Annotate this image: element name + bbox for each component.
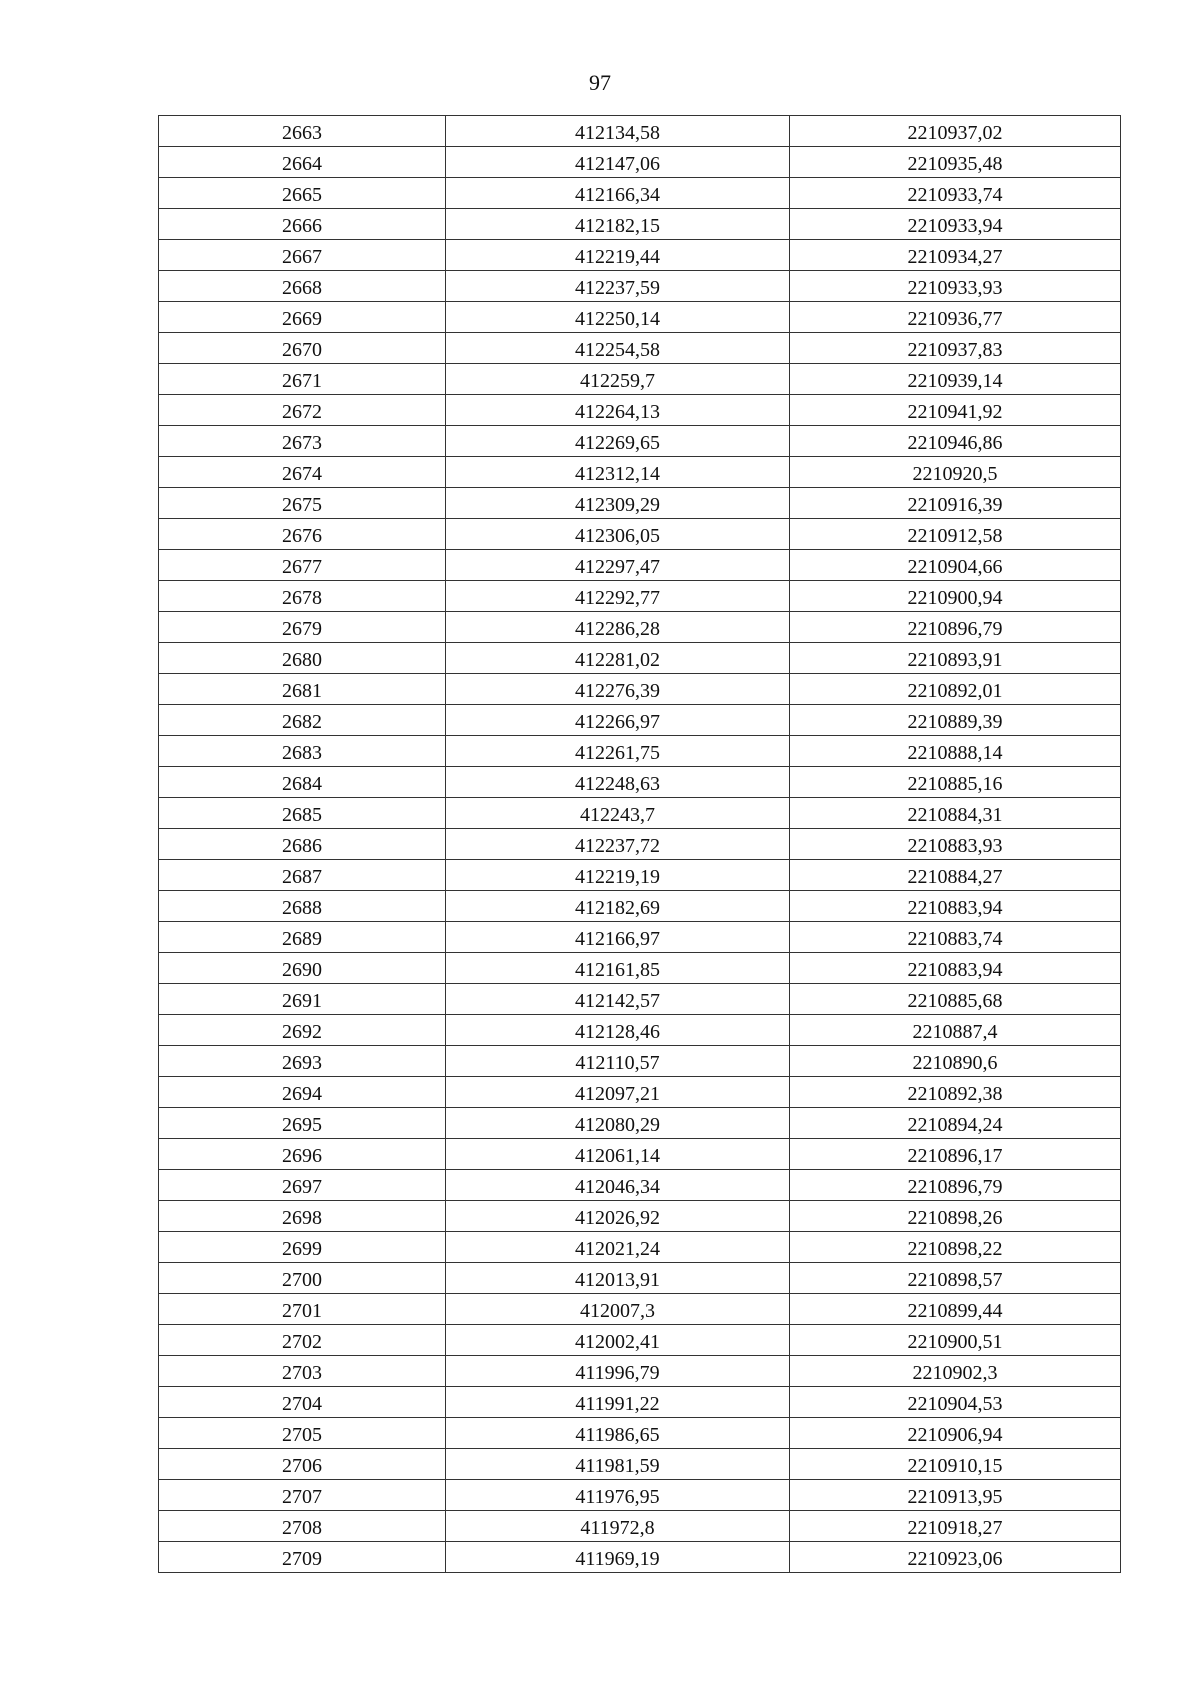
- y-coordinate-cell: 2210892,38: [790, 1077, 1121, 1108]
- point-number-cell: 2695: [159, 1108, 446, 1139]
- point-number-cell: 2686: [159, 829, 446, 860]
- y-coordinate-cell: 2210937,83: [790, 333, 1121, 364]
- point-number-cell: 2669: [159, 302, 446, 333]
- y-coordinate-cell: 2210888,14: [790, 736, 1121, 767]
- x-coordinate-cell: 412134,58: [446, 116, 790, 147]
- x-coordinate-cell: 412219,44: [446, 240, 790, 271]
- table-row: [159, 364, 1121, 395]
- table-row: [159, 1046, 1121, 1077]
- x-coordinate-cell: 412021,24: [446, 1232, 790, 1263]
- point-number-cell: 2692: [159, 1015, 446, 1046]
- y-coordinate-cell: 2210889,39: [790, 705, 1121, 736]
- table-row: [159, 1449, 1121, 1480]
- x-coordinate-cell: 412237,72: [446, 829, 790, 860]
- y-coordinate-cell: 2210896,17: [790, 1139, 1121, 1170]
- point-number-cell: 2696: [159, 1139, 446, 1170]
- table-row: [159, 674, 1121, 705]
- y-coordinate-cell: 2210920,5: [790, 457, 1121, 488]
- point-number-cell: 2688: [159, 891, 446, 922]
- x-coordinate-cell: 411972,8: [446, 1511, 790, 1542]
- y-coordinate-cell: 2210899,44: [790, 1294, 1121, 1325]
- point-number-cell: 2702: [159, 1325, 446, 1356]
- x-coordinate-cell: 412128,46: [446, 1015, 790, 1046]
- x-coordinate-cell: 412259,7: [446, 364, 790, 395]
- table-row: [159, 891, 1121, 922]
- table-row: [159, 1263, 1121, 1294]
- x-coordinate-cell: 412007,3: [446, 1294, 790, 1325]
- table-row: [159, 240, 1121, 271]
- point-number-cell: 2707: [159, 1480, 446, 1511]
- x-coordinate-cell: 412312,14: [446, 457, 790, 488]
- point-number-cell: 2667: [159, 240, 446, 271]
- y-coordinate-cell: 2210887,4: [790, 1015, 1121, 1046]
- y-coordinate-cell: 2210933,94: [790, 209, 1121, 240]
- table-row: [159, 1294, 1121, 1325]
- x-coordinate-cell: 411969,19: [446, 1542, 790, 1573]
- x-coordinate-cell: 412254,58: [446, 333, 790, 364]
- point-number-cell: 2709: [159, 1542, 446, 1573]
- y-coordinate-cell: 2210900,51: [790, 1325, 1121, 1356]
- table-row: [159, 860, 1121, 891]
- point-number-cell: 2693: [159, 1046, 446, 1077]
- x-coordinate-cell: 412097,21: [446, 1077, 790, 1108]
- y-coordinate-cell: 2210939,14: [790, 364, 1121, 395]
- y-coordinate-cell: 2210893,91: [790, 643, 1121, 674]
- y-coordinate-cell: 2210896,79: [790, 1170, 1121, 1201]
- point-number-cell: 2706: [159, 1449, 446, 1480]
- point-number-cell: 2664: [159, 147, 446, 178]
- x-coordinate-cell: 412248,63: [446, 767, 790, 798]
- x-coordinate-cell: 412292,77: [446, 581, 790, 612]
- y-coordinate-cell: 2210885,16: [790, 767, 1121, 798]
- x-coordinate-cell: 411976,95: [446, 1480, 790, 1511]
- table-row: [159, 271, 1121, 302]
- table-row: [159, 984, 1121, 1015]
- y-coordinate-cell: 2210937,02: [790, 116, 1121, 147]
- table-row: [159, 1325, 1121, 1356]
- x-coordinate-cell: 412002,41: [446, 1325, 790, 1356]
- y-coordinate-cell: 2210894,24: [790, 1108, 1121, 1139]
- point-number-cell: 2684: [159, 767, 446, 798]
- table-row: [159, 643, 1121, 674]
- point-number-cell: 2671: [159, 364, 446, 395]
- point-number-cell: 2666: [159, 209, 446, 240]
- table-row: [159, 1232, 1121, 1263]
- point-number-cell: 2691: [159, 984, 446, 1015]
- table-row: [159, 953, 1121, 984]
- table-row: [159, 1418, 1121, 1449]
- y-coordinate-cell: 2210904,66: [790, 550, 1121, 581]
- y-coordinate-cell: 2210910,15: [790, 1449, 1121, 1480]
- point-number-cell: 2678: [159, 581, 446, 612]
- y-coordinate-cell: 2210884,31: [790, 798, 1121, 829]
- x-coordinate-cell: 411981,59: [446, 1449, 790, 1480]
- point-number-cell: 2690: [159, 953, 446, 984]
- table-row: [159, 1170, 1121, 1201]
- point-number-cell: 2682: [159, 705, 446, 736]
- y-coordinate-cell: 2210906,94: [790, 1418, 1121, 1449]
- x-coordinate-cell: 412306,05: [446, 519, 790, 550]
- x-coordinate-cell: 411996,79: [446, 1356, 790, 1387]
- y-coordinate-cell: 2210916,39: [790, 488, 1121, 519]
- table-row: [159, 116, 1121, 147]
- table-row: [159, 395, 1121, 426]
- x-coordinate-cell: 412297,47: [446, 550, 790, 581]
- y-coordinate-cell: 2210896,79: [790, 612, 1121, 643]
- x-coordinate-cell: 412166,97: [446, 922, 790, 953]
- point-number-cell: 2687: [159, 860, 446, 891]
- point-number-cell: 2675: [159, 488, 446, 519]
- table-row: [159, 767, 1121, 798]
- x-coordinate-cell: 412243,7: [446, 798, 790, 829]
- table-row: [159, 1387, 1121, 1418]
- y-coordinate-cell: 2210885,68: [790, 984, 1121, 1015]
- x-coordinate-cell: 412110,57: [446, 1046, 790, 1077]
- point-number-cell: 2697: [159, 1170, 446, 1201]
- x-coordinate-cell: 412182,15: [446, 209, 790, 240]
- table-row: [159, 519, 1121, 550]
- table-row: [159, 209, 1121, 240]
- table-row: [159, 1015, 1121, 1046]
- y-coordinate-cell: 2210912,58: [790, 519, 1121, 550]
- table-row: [159, 829, 1121, 860]
- y-coordinate-cell: 2210933,93: [790, 271, 1121, 302]
- x-coordinate-cell: 412276,39: [446, 674, 790, 705]
- y-coordinate-cell: 2210941,92: [790, 395, 1121, 426]
- table-row: [159, 488, 1121, 519]
- point-number-cell: 2676: [159, 519, 446, 550]
- coordinates-table: [158, 115, 1121, 1573]
- table-row: [159, 1542, 1121, 1573]
- table-row: [159, 736, 1121, 767]
- x-coordinate-cell: 412219,19: [446, 860, 790, 891]
- table-row: [159, 1511, 1121, 1542]
- point-number-cell: 2704: [159, 1387, 446, 1418]
- x-coordinate-cell: 412237,59: [446, 271, 790, 302]
- x-coordinate-cell: 412309,29: [446, 488, 790, 519]
- table-row: [159, 922, 1121, 953]
- table-row: [159, 798, 1121, 829]
- y-coordinate-cell: 2210902,3: [790, 1356, 1121, 1387]
- point-number-cell: 2694: [159, 1077, 446, 1108]
- table-row: [159, 147, 1121, 178]
- y-coordinate-cell: 2210936,77: [790, 302, 1121, 333]
- x-coordinate-cell: 412046,34: [446, 1170, 790, 1201]
- y-coordinate-cell: 2210884,27: [790, 860, 1121, 891]
- y-coordinate-cell: 2210890,6: [790, 1046, 1121, 1077]
- point-number-cell: 2685: [159, 798, 446, 829]
- y-coordinate-cell: 2210883,74: [790, 922, 1121, 953]
- point-number-cell: 2670: [159, 333, 446, 364]
- y-coordinate-cell: 2210923,06: [790, 1542, 1121, 1573]
- table-row: [159, 581, 1121, 612]
- table-row: [159, 1139, 1121, 1170]
- coordinates-table-body: [159, 116, 1121, 1573]
- table-row: [159, 1201, 1121, 1232]
- x-coordinate-cell: 412061,14: [446, 1139, 790, 1170]
- y-coordinate-cell: 2210933,74: [790, 178, 1121, 209]
- y-coordinate-cell: 2210898,26: [790, 1201, 1121, 1232]
- table-row: [159, 550, 1121, 581]
- x-coordinate-cell: 412013,91: [446, 1263, 790, 1294]
- point-number-cell: 2677: [159, 550, 446, 581]
- y-coordinate-cell: 2210892,01: [790, 674, 1121, 705]
- point-number-cell: 2668: [159, 271, 446, 302]
- x-coordinate-cell: 412250,14: [446, 302, 790, 333]
- table-row: [159, 1480, 1121, 1511]
- point-number-cell: 2700: [159, 1263, 446, 1294]
- x-coordinate-cell: 411986,65: [446, 1418, 790, 1449]
- x-coordinate-cell: 412026,92: [446, 1201, 790, 1232]
- point-number-cell: 2701: [159, 1294, 446, 1325]
- y-coordinate-cell: 2210898,57: [790, 1263, 1121, 1294]
- x-coordinate-cell: 412261,75: [446, 736, 790, 767]
- point-number-cell: 2683: [159, 736, 446, 767]
- point-number-cell: 2679: [159, 612, 446, 643]
- page-number: 97: [589, 70, 611, 95]
- point-number-cell: 2681: [159, 674, 446, 705]
- y-coordinate-cell: 2210935,48: [790, 147, 1121, 178]
- x-coordinate-cell: 412161,85: [446, 953, 790, 984]
- table-row: [159, 1108, 1121, 1139]
- point-number-cell: 2703: [159, 1356, 446, 1387]
- y-coordinate-cell: 2210918,27: [790, 1511, 1121, 1542]
- y-coordinate-cell: 2210946,86: [790, 426, 1121, 457]
- point-number-cell: 2689: [159, 922, 446, 953]
- point-number-cell: 2674: [159, 457, 446, 488]
- x-coordinate-cell: 412182,69: [446, 891, 790, 922]
- point-number-cell: 2663: [159, 116, 446, 147]
- table-row: [159, 705, 1121, 736]
- x-coordinate-cell: 412080,29: [446, 1108, 790, 1139]
- y-coordinate-cell: 2210883,94: [790, 953, 1121, 984]
- x-coordinate-cell: 411991,22: [446, 1387, 790, 1418]
- x-coordinate-cell: 412269,65: [446, 426, 790, 457]
- y-coordinate-cell: 2210898,22: [790, 1232, 1121, 1263]
- x-coordinate-cell: 412264,13: [446, 395, 790, 426]
- y-coordinate-cell: 2210900,94: [790, 581, 1121, 612]
- point-number-cell: 2698: [159, 1201, 446, 1232]
- point-number-cell: 2672: [159, 395, 446, 426]
- point-number-cell: 2699: [159, 1232, 446, 1263]
- y-coordinate-cell: 2210934,27: [790, 240, 1121, 271]
- x-coordinate-cell: 412266,97: [446, 705, 790, 736]
- table-row: [159, 426, 1121, 457]
- y-coordinate-cell: 2210883,93: [790, 829, 1121, 860]
- x-coordinate-cell: 412166,34: [446, 178, 790, 209]
- table-row: [159, 333, 1121, 364]
- x-coordinate-cell: 412281,02: [446, 643, 790, 674]
- table-row: [159, 457, 1121, 488]
- x-coordinate-cell: 412147,06: [446, 147, 790, 178]
- table-row: [159, 302, 1121, 333]
- point-number-cell: 2705: [159, 1418, 446, 1449]
- table-row: [159, 178, 1121, 209]
- y-coordinate-cell: 2210904,53: [790, 1387, 1121, 1418]
- x-coordinate-cell: 412142,57: [446, 984, 790, 1015]
- point-number-cell: 2680: [159, 643, 446, 674]
- table-row: [159, 1077, 1121, 1108]
- x-coordinate-cell: 412286,28: [446, 612, 790, 643]
- y-coordinate-cell: 2210883,94: [790, 891, 1121, 922]
- point-number-cell: 2665: [159, 178, 446, 209]
- table-row: [159, 612, 1121, 643]
- point-number-cell: 2708: [159, 1511, 446, 1542]
- point-number-cell: 2673: [159, 426, 446, 457]
- y-coordinate-cell: 2210913,95: [790, 1480, 1121, 1511]
- table-row: [159, 1356, 1121, 1387]
